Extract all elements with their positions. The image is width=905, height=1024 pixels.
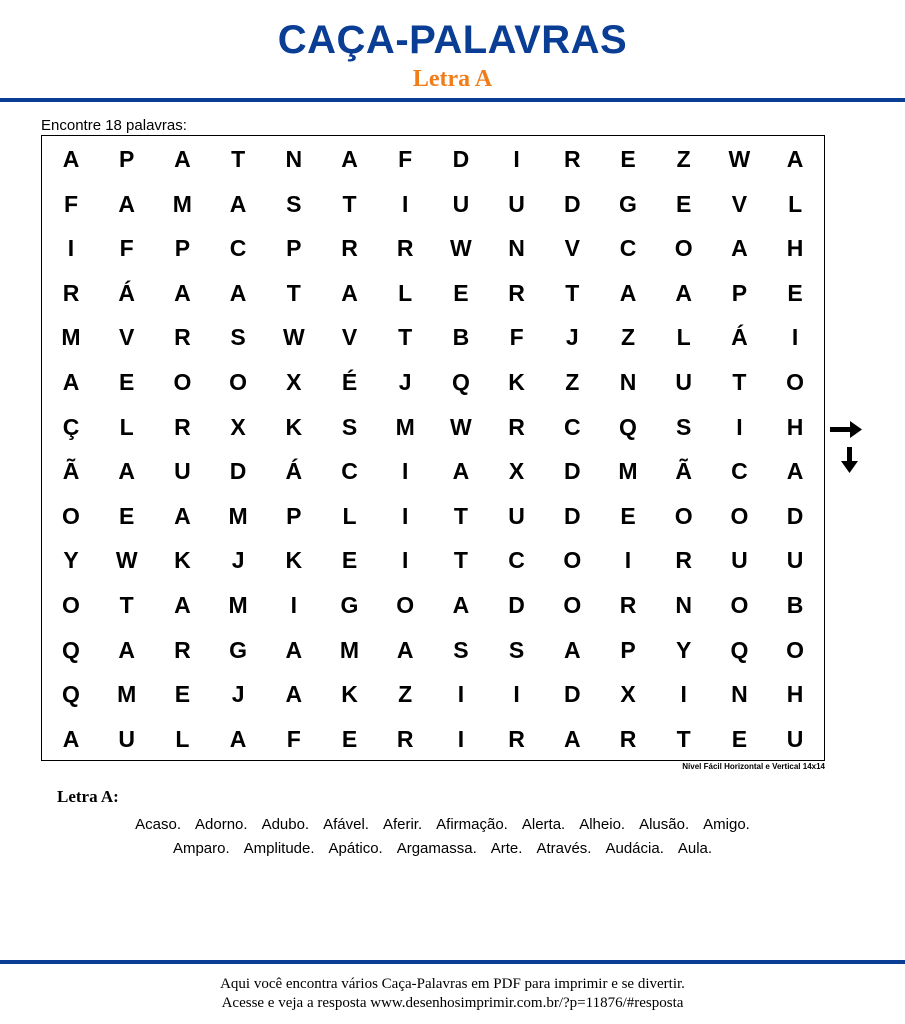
grid-letter[interactable]: Y bbox=[63, 547, 79, 574]
grid-letter[interactable]: V bbox=[731, 190, 748, 217]
footer-link-text: Acesse e veja a resposta www.desenhosimprimir.com.br/?p=11876/#resposta bbox=[221, 995, 684, 1011]
page-title: CAÇA-PALAVRAS bbox=[277, 18, 628, 62]
grid-letter[interactable]: I bbox=[401, 190, 409, 217]
grid-letter[interactable]: U bbox=[452, 190, 470, 217]
grid-letter[interactable]: E bbox=[341, 547, 358, 574]
grid-letter[interactable]: A bbox=[731, 235, 748, 262]
word-item: Alheio. bbox=[579, 816, 626, 833]
grid-letter[interactable]: A bbox=[174, 592, 191, 618]
grid-letter[interactable]: R bbox=[619, 725, 637, 752]
grid-letter[interactable]: J bbox=[565, 324, 579, 351]
arrow-right-icon bbox=[830, 421, 862, 438]
grid-letter[interactable]: C bbox=[229, 235, 247, 262]
grid-letter[interactable]: O bbox=[730, 502, 749, 529]
grid-letter[interactable]: Z bbox=[620, 324, 636, 351]
grid-letter[interactable]: U bbox=[786, 725, 804, 752]
grid-letter[interactable]: I bbox=[736, 413, 743, 440]
grid-letter[interactable]: A bbox=[452, 592, 470, 618]
grid-letter[interactable]: A bbox=[174, 146, 191, 172]
grid-letter[interactable]: R bbox=[174, 636, 191, 663]
grid-letter[interactable]: M bbox=[618, 458, 638, 485]
grid-letter[interactable]: Q bbox=[730, 636, 749, 663]
grid-letter[interactable]: H bbox=[786, 235, 804, 262]
grid-letter[interactable]: D bbox=[786, 502, 804, 529]
grid-letter[interactable]: W bbox=[450, 413, 472, 440]
grid-letter[interactable]: I bbox=[624, 547, 632, 574]
grid-letter[interactable]: T bbox=[231, 146, 246, 172]
page-subtitle: Letra A bbox=[412, 66, 493, 92]
word-item: Audácia. bbox=[605, 840, 664, 857]
grid-letter[interactable]: I bbox=[791, 324, 799, 351]
grid-letter[interactable]: T bbox=[676, 725, 691, 752]
grid-letter[interactable]: W bbox=[115, 547, 138, 574]
grid-letter[interactable]: I bbox=[513, 681, 520, 708]
grid-letter[interactable]: E bbox=[620, 502, 636, 529]
grid-letter[interactable]: P bbox=[286, 502, 302, 529]
grid-letter[interactable]: R bbox=[62, 279, 80, 306]
footer-text: Aqui você encontra vários Caça-Palavras em PDF para imprimir e se divertir. bbox=[220, 976, 685, 992]
word-search-grid bbox=[41, 135, 825, 761]
grid-letter[interactable]: T bbox=[286, 279, 301, 306]
grid-letter[interactable]: S bbox=[286, 190, 302, 217]
grid-letter[interactable]: Á bbox=[118, 279, 135, 306]
grid-letter[interactable]: A bbox=[786, 458, 804, 485]
grid-letter[interactable]: D bbox=[563, 190, 581, 217]
grid-letter[interactable]: Ç bbox=[62, 413, 80, 440]
grid-letter[interactable]: L bbox=[788, 190, 803, 217]
grid-letter[interactable]: L bbox=[398, 279, 413, 306]
grid-letter[interactable]: X bbox=[508, 458, 525, 485]
word-list-line-2 bbox=[0, 840, 885, 858]
grid-letter[interactable]: T bbox=[119, 592, 134, 618]
grid-letter[interactable]: H bbox=[786, 413, 804, 440]
grid-letter[interactable]: I bbox=[457, 681, 465, 708]
grid-letter[interactable]: A bbox=[786, 146, 804, 172]
grid-letter[interactable]: U bbox=[508, 190, 525, 217]
grid-letter[interactable]: K bbox=[174, 547, 191, 574]
grid-letter[interactable]: F bbox=[398, 146, 413, 172]
grid-letter[interactable]: N bbox=[508, 235, 525, 262]
grid-letter[interactable]: A bbox=[341, 146, 358, 172]
grid-letter[interactable]: J bbox=[231, 547, 245, 574]
grid-letter[interactable]: E bbox=[620, 146, 636, 172]
word-item: Amplitude. bbox=[243, 840, 315, 857]
grid-letter[interactable]: E bbox=[119, 502, 135, 529]
grid-letter[interactable]: O bbox=[563, 592, 582, 618]
grid-letter[interactable]: M bbox=[61, 324, 81, 351]
grid-letter[interactable]: G bbox=[229, 636, 248, 663]
grid-letter[interactable]: A bbox=[452, 458, 470, 485]
grid-letter[interactable]: X bbox=[286, 369, 302, 395]
grid-letter[interactable]: Ã bbox=[62, 458, 80, 485]
grid-letter[interactable]: C bbox=[731, 458, 748, 485]
grid-letter[interactable]: O bbox=[674, 502, 693, 529]
word-item: Amparo. bbox=[172, 840, 230, 857]
grid-letter[interactable]: O bbox=[563, 547, 582, 574]
grid-letter[interactable]: E bbox=[731, 725, 748, 752]
grid-letter[interactable]: H bbox=[786, 681, 804, 708]
grid-letter[interactable]: O bbox=[229, 369, 248, 395]
grid-letter[interactable]: N bbox=[285, 146, 303, 172]
grid-letter[interactable]: O bbox=[786, 636, 805, 663]
arrow-down-icon bbox=[841, 447, 858, 473]
grid-letter[interactable]: R bbox=[396, 235, 414, 262]
word-list-line-1 bbox=[0, 816, 885, 834]
grid-letter[interactable]: B bbox=[452, 324, 470, 351]
grid-letter[interactable]: O bbox=[173, 369, 192, 395]
grid-letter[interactable]: R bbox=[174, 413, 191, 440]
grid-letter[interactable]: I bbox=[401, 502, 409, 529]
grid-letter[interactable]: V bbox=[564, 235, 580, 262]
grid-letter[interactable]: V bbox=[119, 324, 135, 351]
direction-icons bbox=[829, 418, 869, 476]
grid-letter[interactable]: Á bbox=[285, 458, 303, 485]
bottom-divider bbox=[0, 960, 905, 964]
grid-letter[interactable]: M bbox=[228, 592, 248, 618]
grid-letter[interactable]: C bbox=[341, 458, 358, 485]
grid-letter[interactable]: V bbox=[341, 324, 358, 351]
word-item: Adubo. bbox=[261, 816, 310, 833]
grid-letter[interactable]: L bbox=[342, 502, 357, 529]
grid-letter[interactable]: D bbox=[452, 146, 470, 172]
grid-letter[interactable]: I bbox=[290, 592, 297, 618]
grid-letter[interactable]: A bbox=[174, 279, 191, 306]
grid-letter[interactable]: Q bbox=[62, 636, 80, 663]
grid-letter[interactable]: B bbox=[786, 592, 804, 618]
grid-letter[interactable]: S bbox=[508, 636, 525, 663]
difficulty-label: Nível Fácil Horizontal e Vertical 14x14 bbox=[682, 762, 825, 771]
grid-letter[interactable]: K bbox=[285, 547, 303, 574]
grid-letter[interactable]: N bbox=[731, 681, 748, 708]
grid-letter[interactable]: P bbox=[119, 146, 135, 172]
grid-letter[interactable]: A bbox=[229, 279, 247, 306]
grid-letter[interactable]: O bbox=[730, 592, 749, 618]
word-item: Argamassa. bbox=[396, 840, 477, 857]
grid-letter[interactable]: T bbox=[453, 547, 468, 574]
grid-letter[interactable]: A bbox=[619, 279, 637, 306]
grid-letter[interactable]: U bbox=[508, 502, 525, 529]
grid-letter[interactable]: A bbox=[118, 190, 135, 217]
word-item: Adorno. bbox=[195, 816, 248, 833]
grid-letter[interactable]: E bbox=[676, 190, 692, 217]
grid-letter[interactable]: M bbox=[172, 190, 192, 217]
grid-letter[interactable]: C bbox=[563, 413, 581, 440]
grid-letter[interactable]: M bbox=[395, 413, 415, 440]
word-item: Arte. bbox=[490, 840, 523, 857]
grid-letter[interactable]: E bbox=[341, 725, 358, 752]
grid-letter[interactable]: E bbox=[787, 279, 803, 306]
grid-letter[interactable]: Z bbox=[676, 146, 691, 172]
grid-letter[interactable]: A bbox=[563, 725, 581, 752]
grid-letter[interactable]: D bbox=[563, 502, 581, 529]
grid-letter[interactable]: E bbox=[453, 279, 469, 306]
grid-letter[interactable]: R bbox=[174, 324, 191, 351]
grid-letter[interactable]: T bbox=[565, 279, 580, 306]
word-item: Apático. bbox=[328, 840, 383, 857]
grid-letter[interactable]: L bbox=[175, 725, 190, 752]
grid-letter[interactable]: W bbox=[728, 146, 751, 172]
grid-letter[interactable]: G bbox=[619, 190, 637, 217]
grid-letter[interactable]: R bbox=[619, 592, 637, 618]
grid-letter[interactable]: K bbox=[508, 369, 525, 395]
grid-letter[interactable]: S bbox=[230, 324, 246, 351]
grid-letter[interactable]: A bbox=[174, 502, 191, 529]
word-item: Afável. bbox=[323, 816, 369, 833]
word-item: Acaso. bbox=[135, 816, 182, 833]
grid-letter[interactable]: I bbox=[457, 725, 465, 752]
grid-letter[interactable]: L bbox=[676, 324, 691, 351]
grid-letter[interactable]: F bbox=[119, 235, 134, 262]
grid-letter[interactable]: O bbox=[396, 592, 415, 618]
grid-letter[interactable]: F bbox=[509, 324, 524, 351]
grid-letter[interactable]: L bbox=[119, 413, 134, 440]
grid-letter[interactable]: K bbox=[341, 681, 358, 708]
grid-letter[interactable]: A bbox=[118, 458, 135, 485]
grid-letter[interactable]: X bbox=[230, 413, 246, 440]
grid-letter[interactable]: I bbox=[401, 547, 409, 574]
grid-letter[interactable]: I bbox=[513, 146, 520, 172]
grid-letter[interactable]: P bbox=[731, 279, 748, 306]
grid-letter[interactable]: Q bbox=[619, 413, 637, 440]
instruction-text: Encontre 18 palavras: bbox=[41, 117, 187, 134]
grid-letter[interactable]: O bbox=[62, 592, 80, 618]
grid-letter[interactable]: Z bbox=[398, 681, 413, 708]
grid-letter[interactable]: A bbox=[563, 636, 581, 663]
grid-letter[interactable]: D bbox=[508, 592, 525, 618]
grid-letter[interactable]: A bbox=[285, 681, 303, 708]
grid-letter[interactable]: N bbox=[619, 369, 637, 395]
top-divider bbox=[0, 98, 905, 102]
grid-letter[interactable]: A bbox=[62, 725, 80, 752]
grid-letter[interactable]: Z bbox=[565, 369, 580, 395]
grid-letter[interactable]: X bbox=[620, 681, 636, 708]
grid-letter[interactable]: R bbox=[675, 547, 692, 574]
grid-letter[interactable]: C bbox=[619, 235, 637, 262]
grid-letter[interactable]: I bbox=[680, 681, 687, 708]
grid-letter[interactable]: O bbox=[62, 502, 80, 529]
grid-letter[interactable]: C bbox=[508, 547, 525, 574]
grid-letter[interactable]: A bbox=[62, 369, 80, 395]
grid-letter[interactable]: Á bbox=[731, 324, 748, 351]
grid-letter[interactable]: S bbox=[341, 413, 358, 440]
word-list-title: Letra A: bbox=[57, 787, 119, 806]
grid-letter[interactable]: A bbox=[229, 190, 247, 217]
grid-letter[interactable]: R bbox=[341, 235, 358, 262]
grid-letter[interactable]: N bbox=[675, 592, 692, 618]
grid-letter[interactable]: M bbox=[339, 636, 360, 663]
grid-letter[interactable]: R bbox=[396, 725, 414, 752]
grid-letter[interactable]: A bbox=[396, 636, 414, 663]
grid-letter[interactable]: K bbox=[285, 413, 303, 440]
grid-letter[interactable]: E bbox=[174, 681, 191, 708]
grid-letter[interactable]: I bbox=[401, 458, 409, 485]
grid-letter[interactable]: U bbox=[118, 725, 135, 752]
grid-letter[interactable]: T bbox=[732, 369, 747, 395]
grid-letter[interactable]: Q bbox=[62, 681, 80, 708]
grid-letter[interactable]: E bbox=[119, 369, 135, 395]
grid-letter[interactable]: U bbox=[786, 547, 804, 574]
grid-letter[interactable]: G bbox=[340, 592, 359, 618]
word-item: Amigo. bbox=[703, 816, 750, 833]
grid-letter[interactable]: D bbox=[563, 458, 581, 485]
grid-letter[interactable]: R bbox=[563, 146, 581, 172]
grid-letter[interactable]: P bbox=[174, 235, 191, 262]
word-item: Alusão. bbox=[639, 816, 690, 833]
grid-letter[interactable]: S bbox=[676, 413, 692, 440]
grid-letter[interactable]: R bbox=[508, 279, 525, 306]
grid-letter[interactable]: J bbox=[398, 369, 412, 395]
grid-letter[interactable]: A bbox=[675, 279, 692, 306]
grid-letter[interactable]: F bbox=[286, 725, 301, 752]
grid-letter[interactable]: T bbox=[342, 190, 357, 217]
word-item: Alerta. bbox=[521, 816, 566, 833]
grid-letter[interactable]: T bbox=[398, 324, 413, 351]
word-item: Através. bbox=[536, 840, 592, 857]
grid-letter[interactable]: O bbox=[786, 369, 805, 395]
word-item: Aula. bbox=[677, 840, 713, 857]
grid-letter[interactable]: A bbox=[229, 725, 247, 752]
grid-letter[interactable]: U bbox=[675, 369, 692, 395]
grid-letter[interactable]: É bbox=[341, 369, 358, 395]
grid-letter[interactable]: M bbox=[117, 681, 137, 708]
word-item: Afirmação. bbox=[436, 816, 508, 833]
grid-letter[interactable]: R bbox=[508, 725, 525, 752]
grid-letter[interactable]: A bbox=[118, 636, 135, 663]
grid-letter[interactable]: S bbox=[453, 636, 469, 663]
grid-letter[interactable]: T bbox=[453, 502, 468, 529]
word-item: Aferir. bbox=[382, 816, 423, 833]
grid-letter[interactable]: F bbox=[63, 190, 79, 217]
grid-letter[interactable]: W bbox=[282, 324, 305, 351]
grid-letter[interactable]: M bbox=[228, 502, 248, 529]
grid-letter[interactable]: Ã bbox=[675, 458, 692, 485]
grid-letter[interactable]: P bbox=[620, 636, 636, 663]
grid-letter[interactable]: U bbox=[174, 458, 191, 485]
grid-letter[interactable]: W bbox=[450, 235, 472, 262]
grid-letter[interactable]: I bbox=[67, 235, 75, 262]
grid-letter[interactable]: D bbox=[229, 458, 247, 485]
grid-letter[interactable]: J bbox=[231, 681, 245, 708]
grid-letter[interactable]: D bbox=[563, 681, 581, 708]
grid-letter[interactable]: A bbox=[341, 279, 358, 306]
grid-letter[interactable]: O bbox=[674, 235, 693, 262]
grid-letter[interactable]: A bbox=[285, 636, 303, 663]
grid-letter[interactable]: U bbox=[731, 547, 748, 574]
grid-letter[interactable]: Y bbox=[676, 636, 692, 663]
grid-letter[interactable]: R bbox=[508, 413, 525, 440]
grid-letter[interactable]: Q bbox=[451, 369, 470, 395]
grid-letter[interactable]: P bbox=[286, 235, 302, 262]
grid-letter[interactable]: A bbox=[62, 146, 80, 172]
